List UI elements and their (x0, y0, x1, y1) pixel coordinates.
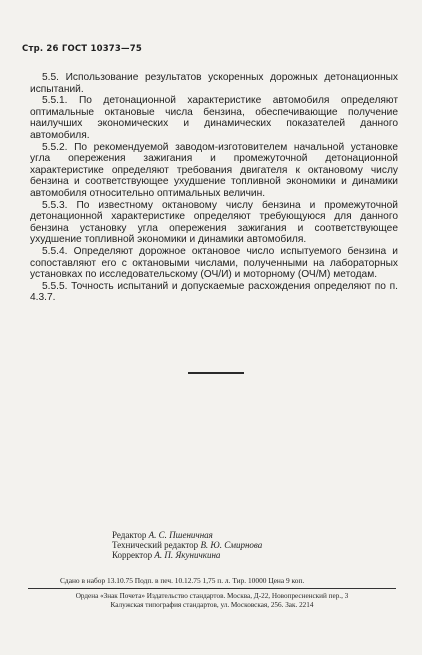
document-body (30, 72, 398, 304)
editor-role: Редактор (112, 530, 147, 540)
section-5-5-1: 5.5.1. По детонационной характеристике автомобиля определяют оптимальные октановые числа бензина, обеспечивающие получение наилучших экономических и динамических показателей данного автомобиля. (30, 95, 398, 141)
tech-editor-role: Технический редактор (112, 540, 199, 551)
print-info: Сдано в набор 13.10.75 Подп. в печ. 10.12.75 1,75 п. л. Тир. 10000 Цена 9 коп. (60, 576, 305, 585)
corrector-credit (112, 550, 332, 560)
imprint-divider (28, 588, 396, 589)
corrector-name: А. П. Якуничкина (154, 550, 221, 561)
tech-editor-name: В. Ю. Смирнова (200, 540, 263, 551)
corrector-role: Корректор (112, 550, 153, 561)
page-header: Стр. 26 ГОСТ 10373—75 (22, 44, 142, 54)
imprint-line-printer: Калужская типография стандартов, ул. Московская, 256. Зак. 2214 (110, 601, 314, 610)
editor-credit (112, 530, 332, 540)
tech-editor-credit (112, 540, 332, 550)
end-of-text-rule (188, 372, 244, 374)
section-5-5-2: 5.5.2. По рекомендуемой заводом-изготовителем начальной установке угла опережения зажигания и промежуточной детонационной характеристике определяют требования двигателя к октановому числу бензина и соответствующее ухудшение топливной экономики и динамики автомобиля относительно оптимальных величин. (30, 141, 398, 199)
publisher-imprint (28, 592, 396, 610)
section-5-5-3: 5.5.3. По известному октановому числу бензина и промежуточной детонационной характеристике определяют требующуюся для данного бензина установку угла опережения зажигания и соответствующее ухудшение топливной экономики и динамики автомобиля. (30, 199, 398, 246)
editor-name: А. С. Пшеничная (148, 530, 213, 540)
section-5-5-4: 5.5.4. Определяют дорожное октановое число испытуемого бензина и сопоставляют его с октановыми числами, полученными на лабораторных установках по исследовательскому (ОЧ/И) и моторному (ОЧ/М) методам. (30, 245, 398, 281)
section-5-5: 5.5. Использование результатов ускоренных дорожных детонационных испытаний. (30, 72, 398, 95)
editorial-credits (112, 530, 332, 561)
imprint-line-publisher: Ордена «Знак Почета» Издательство стандартов. Москва, Д-22, Новопресненский пер., 3 (75, 592, 349, 600)
section-5-5-5: 5.5.5. Точность испытаний и допускаемые расхождения определяют по п. 4.3.7. (30, 280, 398, 304)
